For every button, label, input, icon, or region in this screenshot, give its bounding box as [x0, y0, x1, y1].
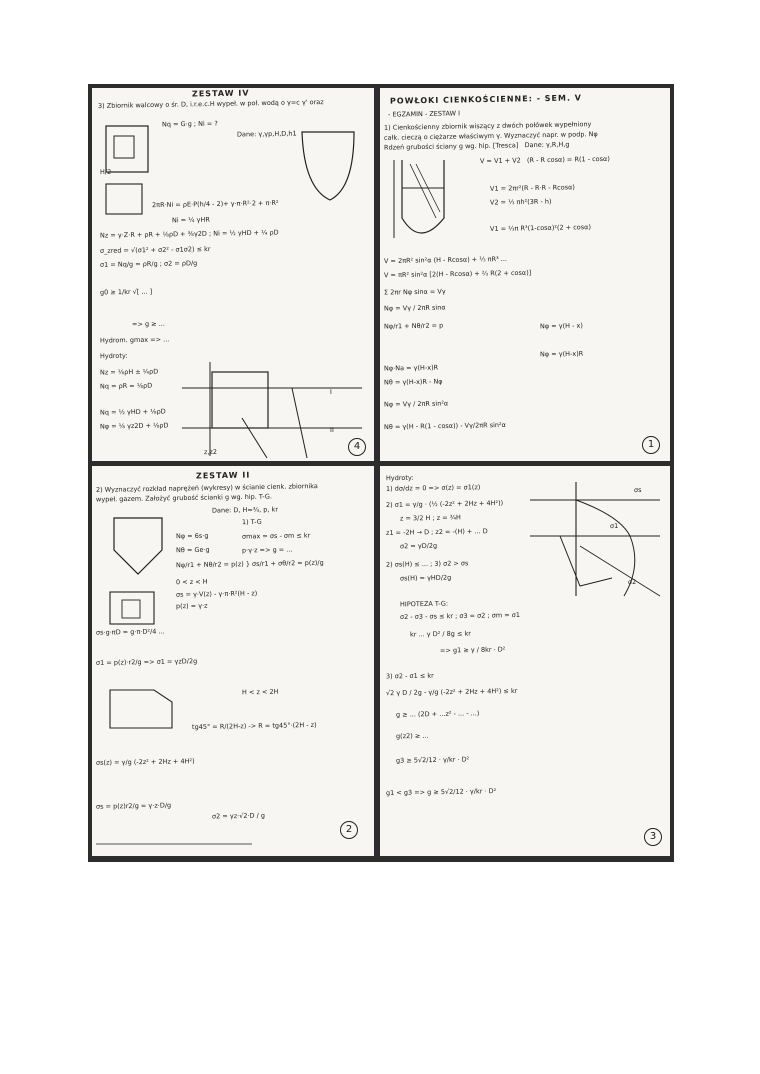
handwritten-line: σs: [633, 485, 642, 495]
handwritten-line: z = 3/2 H ; z = ¾H: [399, 513, 461, 523]
handwritten-line: σ2: [627, 577, 637, 587]
handwritten-line: g ≥ ... (2D + ...z² - ... - ...): [395, 709, 480, 719]
handwritten-line: Nφ = ⅛ γz2D + ⅛ρD: [99, 421, 169, 431]
panel-zestaw-3: [380, 466, 670, 856]
handwritten-line: kr ... γ D² / 8g ≤ kr: [409, 629, 471, 639]
handwritten-line: całk. cieczą o ciężarze właściwym γ. Wyznaczyć napr. w podp. Nφ: [383, 130, 598, 142]
handwritten-line: H/2: [99, 167, 112, 177]
handwritten-line: V = V1 + V2 (R - R cosα) = R(1 - cosα): [479, 154, 610, 166]
handwritten-line: Nq = G·g ; Ni = ?: [161, 119, 218, 129]
handwritten-line: σ2 = γz·√2·D / g: [211, 811, 266, 821]
panel-header: ZESTAW II: [195, 470, 251, 481]
handwritten-line: z,z2: [203, 447, 218, 457]
handwritten-line: Nφ = γ(H-x)R: [539, 349, 584, 359]
handwritten-line: g3 ≥ 5√2/12 · γ/kr · D²: [395, 755, 470, 765]
handwritten-line: Nq = ρR = ⅛ρD: [99, 381, 153, 391]
page-number-badge: 2: [340, 821, 358, 839]
handwritten-line: Rdzeń grubości ściany g wg. hip. [Tresca] Dane: γ,R,H,g: [383, 140, 570, 152]
handwritten-line: 3) Zbiornik walcowy o śr. D, i.r.e.c.H wypeł. w poł. wodą o γ=c γ' oraz: [97, 98, 324, 110]
panel-3-sketches: [380, 466, 670, 856]
panel-subheader: - EGZAMIN - ZESTAW I: [387, 109, 461, 119]
handwritten-line: σs·g·πD = g·π·D²/4 ...: [95, 627, 167, 637]
handwritten-line: Nθ = Ge·g: [175, 545, 210, 555]
handwritten-line: => g1 ≥ γ / 8kr · D²: [439, 645, 506, 655]
handwritten-line: σ_zred = √(σ1² + σ2² - σ1σ2) ≤ kr: [99, 245, 211, 255]
handwritten-line: σ1 = Nq/g = ρR/g ; σ2 = ρD/g: [99, 259, 198, 269]
handwritten-line: Nθ = γ(H - R(1 - cosα)) - Vγ/2πR sin²α: [383, 420, 506, 432]
handwritten-line: 1) T-G: [241, 517, 262, 527]
handwritten-line: Nφ·Na = γ(H-x)R: [383, 363, 439, 373]
handwritten-line: Hydroty:: [385, 473, 414, 483]
panel-2-sketches: [92, 466, 374, 856]
handwritten-line: Ni = ¼ γHR: [171, 215, 210, 225]
handwritten-line: H < z < 2H: [241, 687, 279, 697]
handwritten-line: Dane: γ,γp,H,D,h1: [236, 129, 297, 139]
panel-header: POWŁOKI CIENKOŚCIENNE: - SEM. V: [389, 93, 583, 106]
handwritten-line: σ1: [609, 521, 619, 531]
handwritten-line: Nφ = Vγ / 2πR sinα: [383, 303, 446, 313]
handwritten-line: σs(z) = γ/g (-2z² + 2Hz + 4H²): [95, 757, 195, 767]
handwritten-line: g(z2) ≥ ...: [395, 731, 431, 741]
handwritten-line: Nφ = Vγ / 2πR sin²α: [383, 399, 449, 409]
handwritten-line: p(z) = γ·z: [175, 601, 208, 611]
handwritten-line: II: [329, 425, 334, 435]
handwritten-line: Nθ = γ(H-x)R - Nφ: [383, 377, 443, 387]
handwritten-line: Σ 2πr Nφ sinα = Vγ: [383, 287, 446, 297]
handwritten-line: Nq = ½ γHD + ⅛ρD: [99, 407, 166, 417]
handwritten-line: g0 ≥ 1/kr √[ ... ]: [99, 287, 153, 297]
handwritten-line: σs = p(z)r2/g = γ·z·D/g: [95, 801, 172, 811]
handwritten-line: Nz = ⅛ρH ± ¼ρD: [99, 367, 159, 377]
panel-1-sketches: [380, 88, 670, 461]
page-number-badge: 3: [644, 828, 662, 846]
panel-zestaw-2: [92, 466, 374, 856]
handwritten-line: => g ≥ ...: [131, 319, 165, 329]
panel-zestaw-1: [380, 88, 670, 461]
handwritten-line: Nz = γ·Z·R + ρR + ⅛ρD + ⅜γ2D ; Ni = ½ γHD + ¼ ρD: [99, 228, 279, 240]
handwritten-line: V1 = ⅓π R³(1-cosα)²(2 + cosα): [489, 223, 592, 233]
handwritten-line: 1) Cienkościenny zbiornik wiszący z dwóch połówek wypełniony: [383, 120, 592, 132]
handwritten-line: σmax = σs - σm ≤ kr: [241, 531, 311, 541]
handwritten-line: HIPOTEZA T-G:: [399, 599, 449, 609]
handwritten-line: wypeł. gazem. Założyć grubość ścianki g wg. hip. T-G.: [95, 492, 273, 504]
handwritten-line: Hydroty:: [99, 351, 128, 361]
handwritten-line: I: [329, 387, 332, 397]
handwritten-line: z1 = -2H → D ; z2 = -(H) + ... D: [385, 527, 488, 537]
handwritten-line: 1) dσ/dz = 0 => σ(z) = σ1(z): [385, 483, 481, 493]
handwritten-line: 2) Wyznaczyć rozkład naprężeń (wykresy) w ścianie cienk. zbiornika: [95, 482, 318, 494]
handwritten-line: Nφ/r1 + Nθ/r2 = p: [383, 321, 444, 331]
handwritten-line: tg45° = R/(2H-z) -> R = tg45°·(2H - z): [191, 720, 317, 732]
handwritten-line: σ2 - σ3 - σs ≤ kr ; σ3 = σ2 ; σm = σ1: [399, 610, 521, 622]
handwritten-line: σs(H) = γHD/2g: [399, 573, 452, 583]
handwritten-line: √2 γ D / 2g - γ/g (-2z² + 2Hz + 4H²) ≤ kr: [385, 686, 518, 698]
handwritten-line: σ1 = p(z)·r2/g => σ1 = γzD/2g: [95, 657, 198, 667]
panel-zestaw-4: [92, 88, 374, 461]
handwritten-line: Nφ/r1 + Nθ/r2 = p(z) } σs/r1 + σθ/r2 = p(z)/g: [175, 558, 324, 570]
panel-4-sketches: [92, 88, 374, 461]
handwritten-line: p·γ·z => g = ...: [241, 545, 293, 555]
page-number-badge: 4: [348, 438, 366, 456]
handwritten-line: Nφ = 6s·g: [175, 531, 209, 541]
handwritten-line: g1 < g3 => g ≥ 5√2/12 · γ/kr · D²: [385, 787, 497, 797]
handwritten-line: V1 = 2πr²(R - R·R - Rcosα): [489, 183, 575, 193]
handwritten-line: 2πR·Ni = ρE·P(h/4 - 2)+ γ·π·R²·2 + π·R²: [151, 198, 279, 210]
handwritten-line: Hydrom. gmax => ...: [99, 335, 170, 345]
handwritten-line: σs = γ·V(z) - γ·π·R²(H - z): [175, 589, 258, 599]
handwritten-line: σ2 = γD/2g: [399, 541, 438, 551]
handwritten-line: Nφ = γ(H - x): [539, 321, 583, 331]
handwritten-line: 2) σs(H) ≤ ... ; 3) σ2 > σs: [385, 559, 469, 569]
handwritten-line: V = πR² sin²α [2(H - Rcosα) + ⅔ R(2 + cosα)]: [383, 268, 532, 280]
panel-header: ZESTAW IV: [191, 88, 250, 99]
handwritten-line: 0 < z < H: [175, 577, 208, 587]
page-number-badge: 1: [642, 436, 660, 454]
handwritten-line: V2 = ⅓ πh²(3R - h): [489, 197, 552, 207]
handwritten-line: Dane: D, H=¾, p, kr: [211, 505, 279, 515]
handwritten-line: V = 2πR² sin²α (H - Rcosα) + ⅓ πR³ ...: [383, 254, 508, 266]
handwritten-line: 3) σ2 - σ1 ≤ kr: [385, 671, 434, 681]
handwritten-line: 2) σ1 = γ/g · (½ (-2z² + 2Hz + 4H²)): [385, 498, 504, 510]
